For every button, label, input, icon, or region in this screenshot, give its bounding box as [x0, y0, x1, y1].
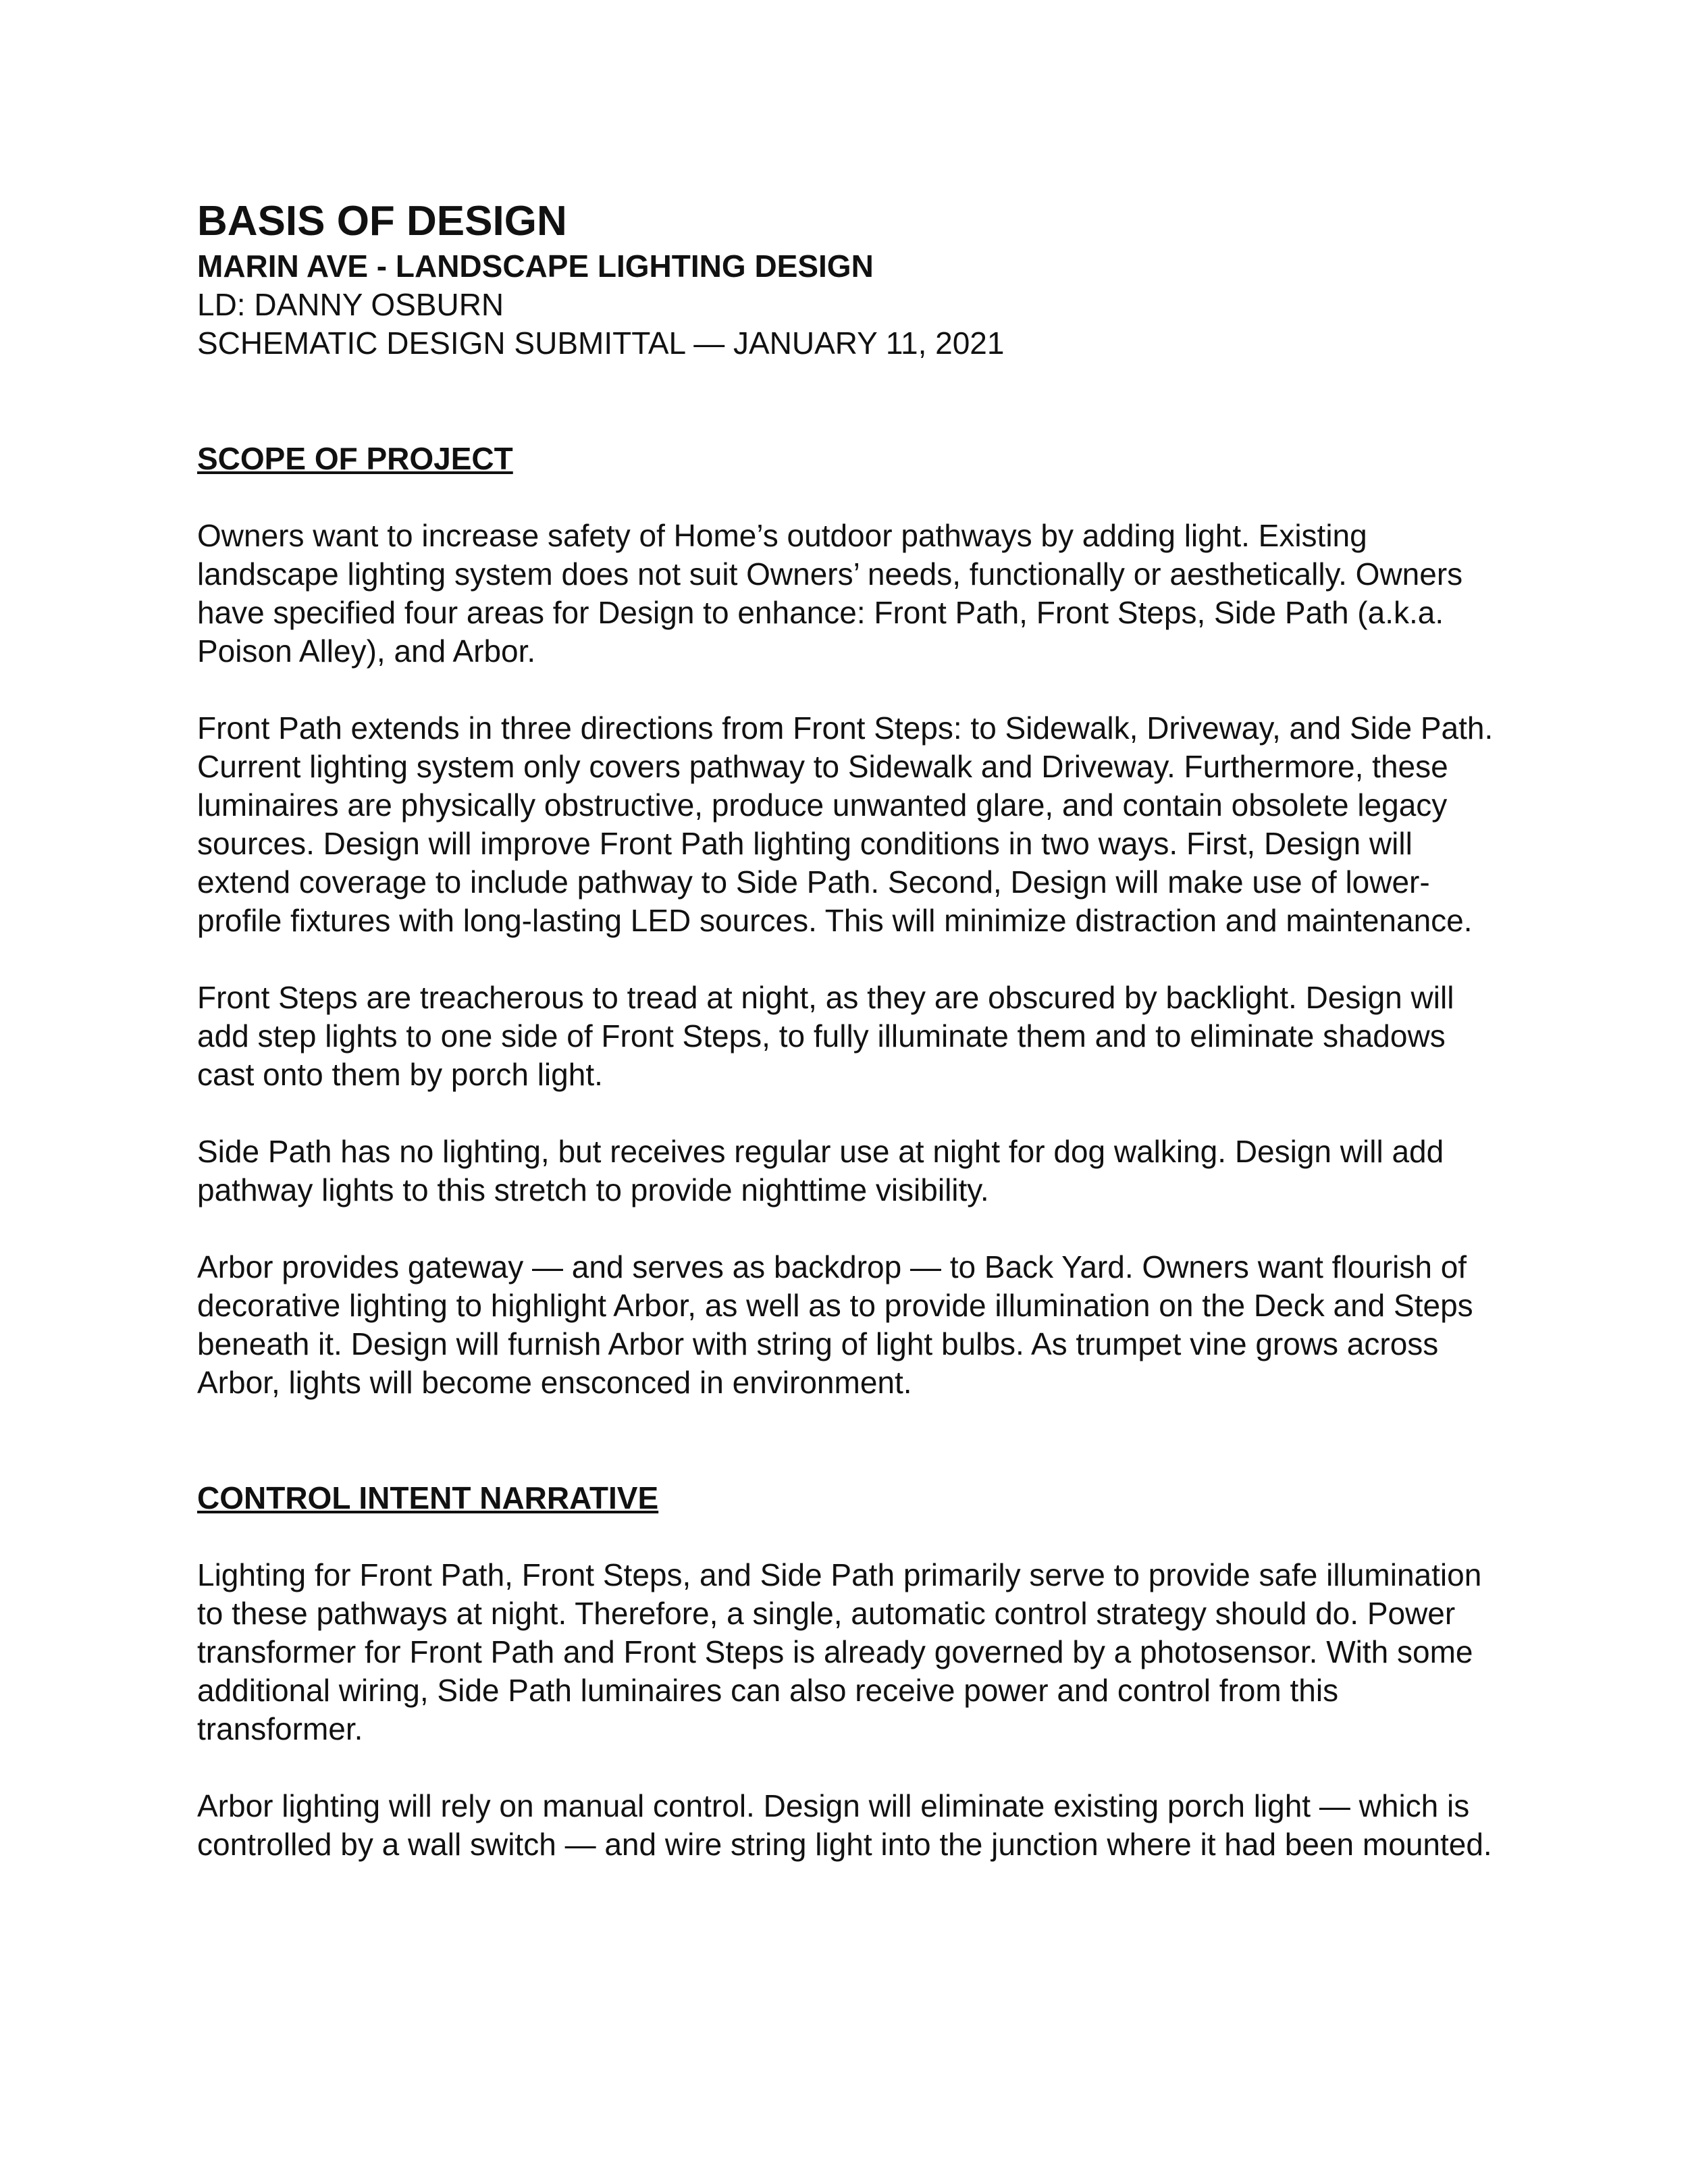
submittal-line: SCHEMATIC DESIGN SUBMITTAL — JANUARY 11, 2021 [197, 326, 1005, 361]
lighting-designer: LD: DANNY OSBURN [197, 287, 504, 322]
document-page [197, 196, 1507, 1902]
scope-section [197, 440, 1507, 1402]
control-section [197, 1479, 1507, 1864]
project-subtitle: MARIN AVE - LANDSCAPE LIGHTING DESIGN [197, 249, 874, 284]
control-heading: CONTROL INTENT NARRATIVE [197, 1480, 659, 1515]
scope-paragraph-5: Arbor provides gateway — and serves as backdrop — to Back Yard. Owners want flourish of decorative lighting to highlight Arbor, as well as to provide illumination on the Deck and Steps beneath it. Design will furnish Arbor with string of light bulbs. As trumpet vine grows across Arbor, lights will become ensconced in environment. [197, 1249, 1473, 1400]
scope-paragraph-2: Front Path extends in three directions from Front Steps: to Sidewalk, Driveway, and Side Path. Current lighting system only covers pathway to Sidewalk and Driveway. Furthermore, these luminaires are physically obstructive, produce unwanted glare, and contain obsolete legacy sources. Design will improve Front Path lighting conditions in two ways. First, Design will extend coverage to include pathway to Side Path. Second, Design will make use of lower-profile fixtures with long-lasting LED sources. This will minimize distraction and maintenance. [197, 710, 1494, 938]
document-header [197, 196, 1507, 363]
scope-paragraph-3: Front Steps are treacherous to tread at night, as they are obscured by backlight. Design will add step lights to one side of Front Steps, to fully illuminate them and to eliminate shadows cast onto them by porch light. [197, 980, 1454, 1092]
scope-paragraph-1: Owners want to increase safety of Home’s outdoor pathways by adding light. Existing landscape lighting system does not suit Owners’ needs, functionally or aesthetically. Owners have specified four areas for Design to enhance: Front Path, Front Steps, Side Path (a.k.a. Poison Alley), and Arbor. [197, 518, 1463, 669]
document-title: BASIS OF DESIGN [197, 198, 567, 244]
control-paragraph-1: Lighting for Front Path, Front Steps, and Side Path primarily serve to provide safe illumination to these pathways at night. Therefore, a single, automatic control strategy should do. Power transformer for Front Path and Front Steps is already governed by a photosensor. With some additional wiring, Side Path luminaires can also receive power and control from this transformer. [197, 1557, 1482, 1746]
scope-heading: SCOPE OF PROJECT [197, 441, 513, 476]
scope-paragraph-4: Side Path has no lighting, but receives regular use at night for dog walking. Design will add pathway lights to this stretch to provide nighttime visibility. [197, 1134, 1444, 1207]
control-paragraph-2: Arbor lighting will rely on manual control. Design will eliminate existing porch light — which is controlled by a wall switch — and wire string light into the junction where it had been mounted. [197, 1788, 1492, 1862]
